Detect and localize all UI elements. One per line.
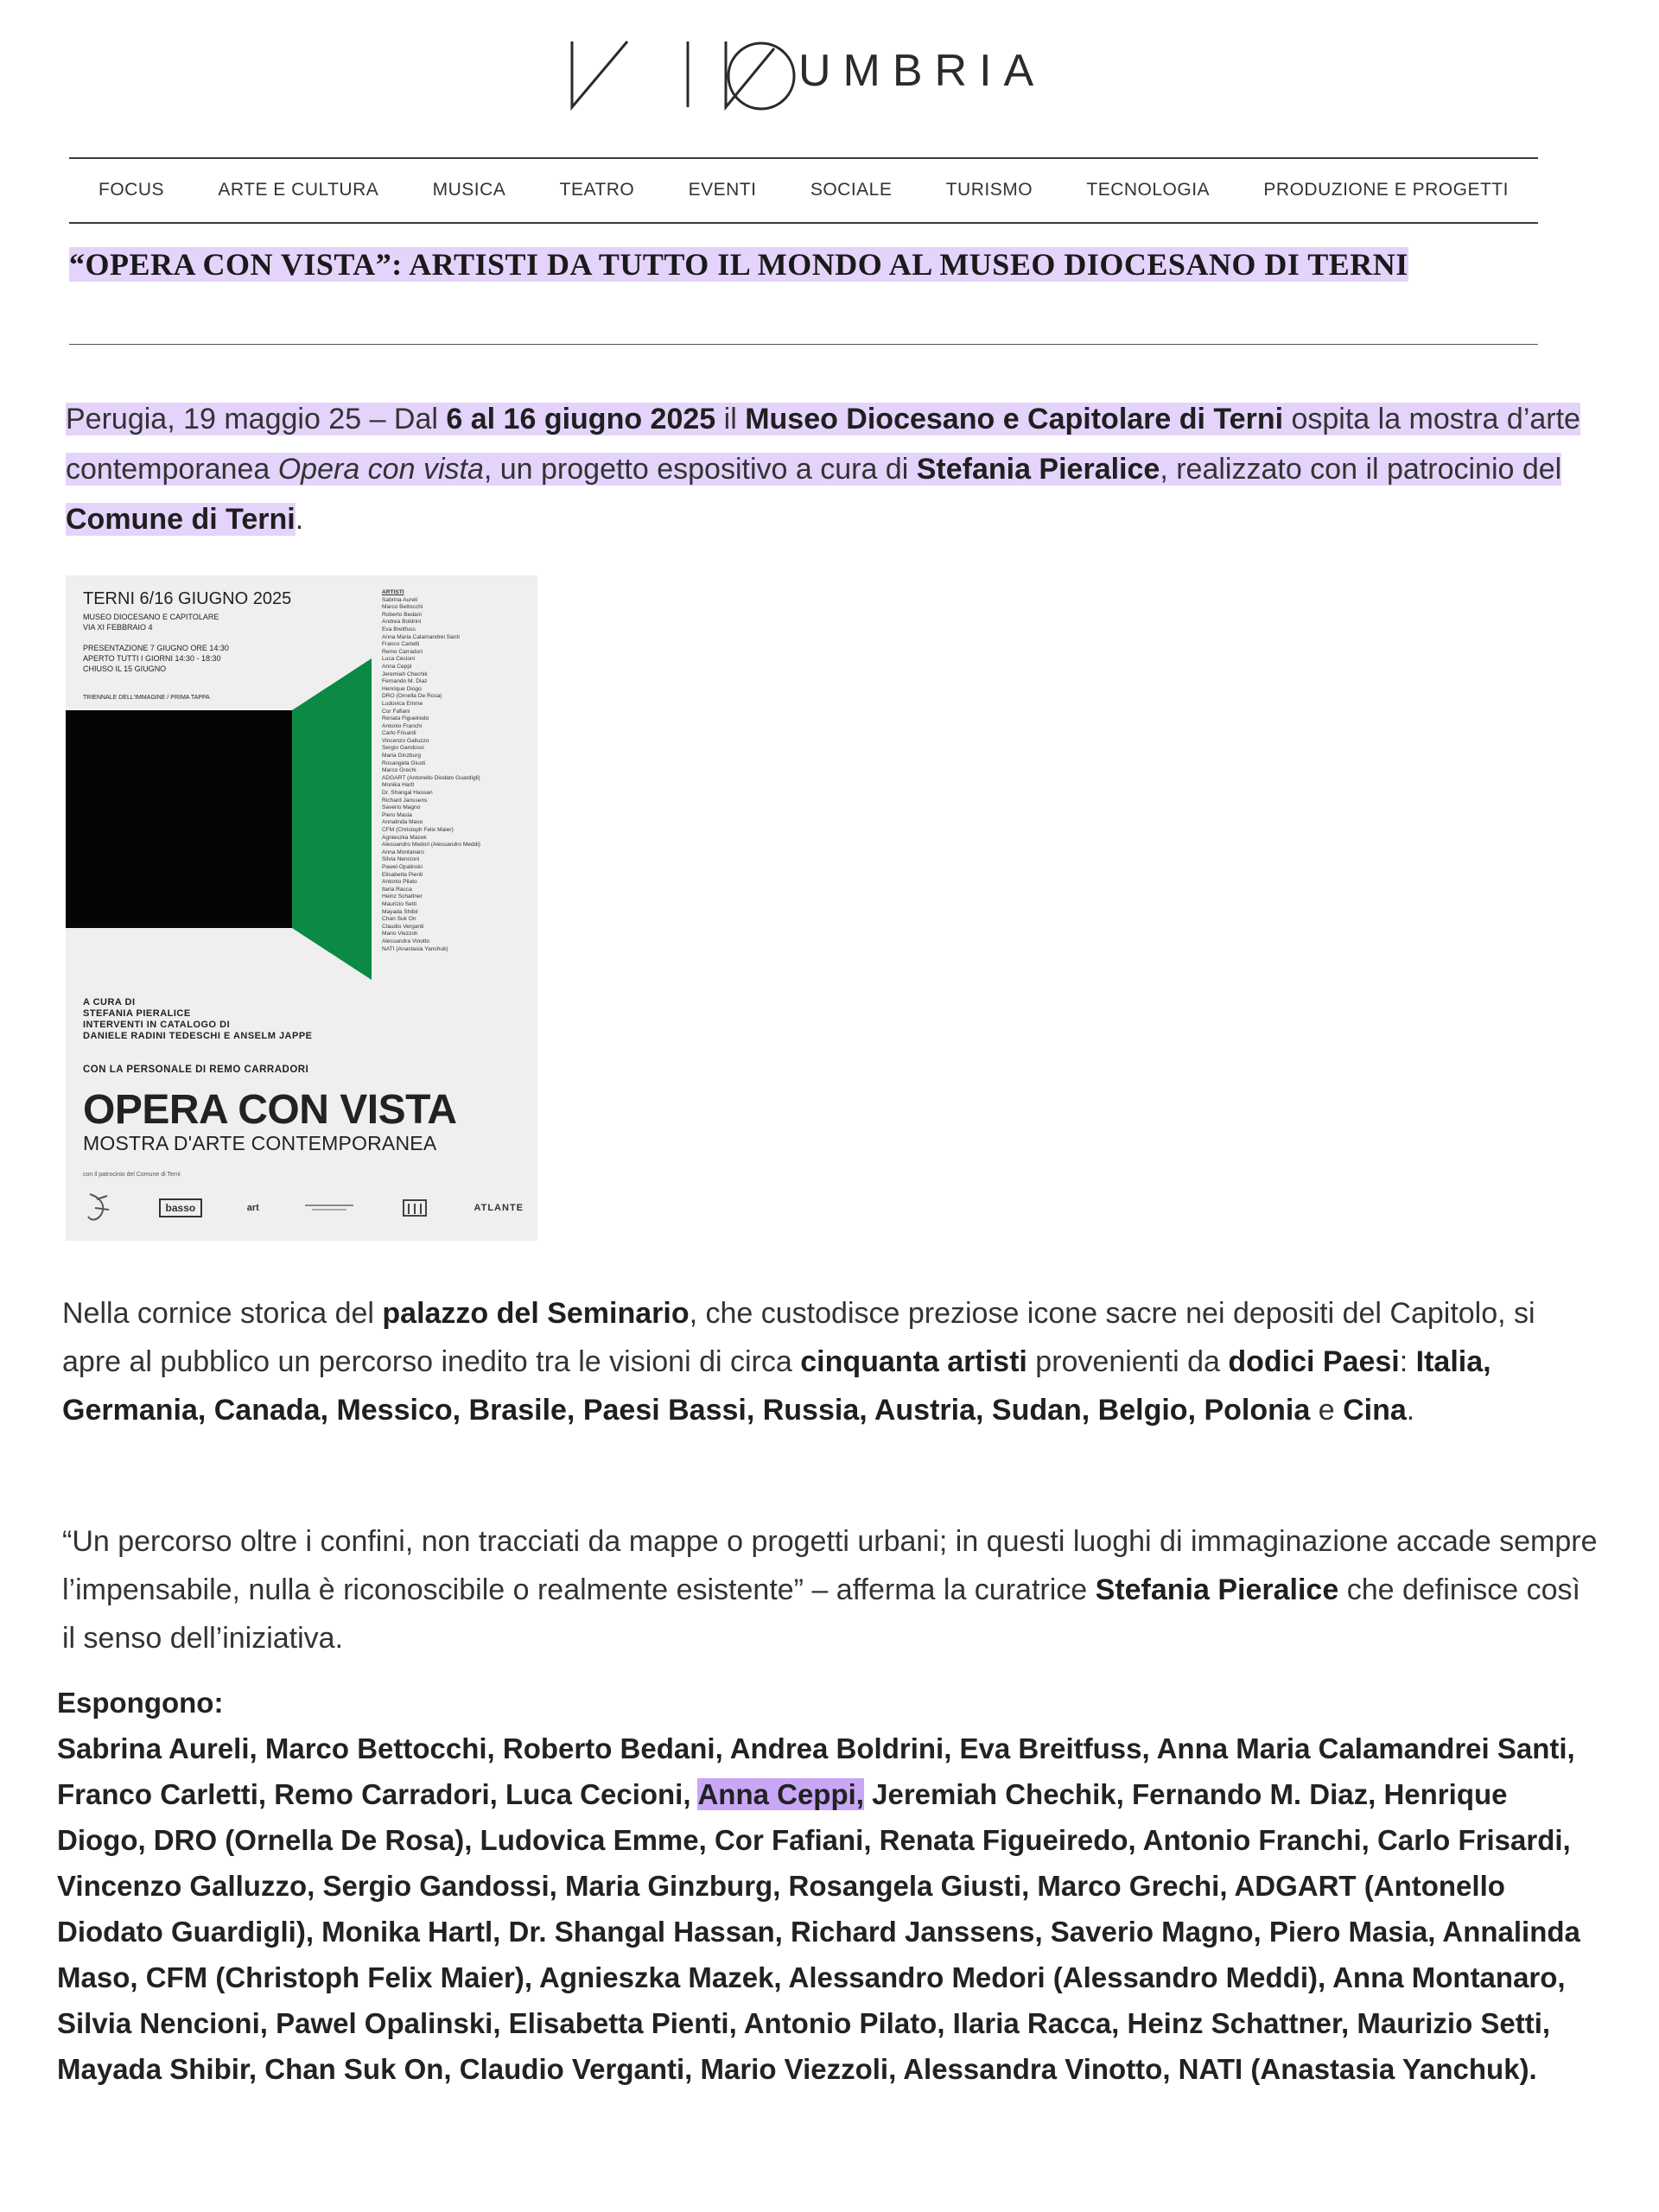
poster-artist-name: Claudio Verganti — [382, 923, 424, 930]
poster-artist-name: Sabrina Aureli — [382, 596, 418, 603]
poster-artist-name: Cor Fafiani — [382, 708, 410, 715]
logo-mark-icon — [567, 31, 800, 118]
article-title-text: “OPERA CON VISTA”: ARTISTI DA TUTTO IL MONDO AL MUSEO DIOCESANO DI TERNI — [69, 247, 1408, 282]
poster-artists-heading: ARTISTI — [382, 589, 404, 595]
lead-text-4: , un progetto espositivo a cura di — [483, 453, 917, 486]
para2-text-4: : — [1399, 1345, 1416, 1378]
lead-curator: Stefania Pieralice — [916, 453, 1160, 486]
nav-item-teatro[interactable]: TEATRO — [559, 180, 635, 200]
poster-title: OPERA CON VISTA — [83, 1087, 457, 1133]
poster-artist-name: Heinz Schattner — [382, 893, 423, 900]
atlante-logo: ATLANTE — [474, 1203, 524, 1213]
para2-text-1: Nella cornice storica del — [62, 1297, 383, 1330]
poster-artist-name: Maurizio Setti — [382, 900, 416, 907]
poster-artist-name: Roberto Bedani — [382, 611, 422, 618]
nav-item-eventi[interactable]: EVENTI — [688, 180, 757, 200]
poster-artist-name: Chan Suk On — [382, 916, 416, 923]
lead-text-2: il — [715, 403, 746, 435]
poster-artist-name: Carlo Frisardi — [382, 730, 416, 737]
lead-text-5: , realizzato con il patrocinio del — [1160, 453, 1562, 486]
poster-artist-name: Annalinda Maso — [382, 819, 423, 826]
basso-logo: basso — [159, 1198, 203, 1217]
para2-palazzo: palazzo del Seminario — [382, 1297, 690, 1330]
poster-schedule-line: PRESENTAZIONE 7 GIUGNO ORE 14:30 — [83, 644, 229, 652]
poster-triennale: TRIENNALE DELL'IMMAGINE / PRIMA TAPPA — [83, 695, 210, 701]
poster-subtitle: MOSTRA D'ARTE CONTEMPORANEA — [83, 1132, 437, 1154]
lead-museum: Museo Diocesano e Capitolare di Terni — [745, 403, 1284, 435]
poster-artist-name: Anna Ceppi — [382, 663, 412, 670]
poster-artist-name: Fernando M. Diaz — [382, 678, 428, 685]
poster-credit-line: DANIELE RADINI TEDESCHI E ANSELM JAPPE — [83, 1031, 313, 1041]
poster-venue-line: MUSEO DIOCESANO E CAPITOLARE — [83, 613, 219, 621]
nav-item-musica[interactable]: MUSICA — [432, 180, 506, 200]
poster-artist-name: Ludovica Emme — [382, 700, 423, 707]
poster-artist-name: CFM (Christoph Felix Maier) — [382, 827, 454, 833]
site-logo[interactable] — [567, 31, 1051, 118]
poster-artist-name: Pawel Opalinski — [382, 863, 423, 870]
poster-artist-name: Rosangela Giusti — [382, 760, 426, 766]
lead-exhibit-title: Opera con vista — [277, 453, 484, 486]
poster-artist-name: Renata Figueiredo — [382, 715, 429, 722]
lead-text-3: ospita la mostra d’arte contemporanea — [66, 403, 1580, 486]
poster-credit-line: A CURA DI — [83, 997, 136, 1007]
poster-artist-list — [382, 597, 534, 954]
poster-artist-name: Vincenzo Galluzzo — [382, 737, 429, 744]
exhibitors-list — [57, 1680, 1604, 2092]
poster-artist-name: Jeremiah Chechik — [382, 671, 428, 677]
poster-artist-name: Eva Breitfuss — [382, 626, 416, 632]
exhibitors-names-part-2: Jeremiah Chechik, Fernando M. Diaz, Henrique Diogo, DRO (Ornella De Rosa), Ludovica Emme, Cor Fafiani, Renata Figueiredo, Antonio Franchi, Carlo Frisardi, Vincenzo Galluzzo, Sergio Gandossi, Maria Ginzburg, Rosangela Giusti, Marco Grechi, ADGART (Antonello Diodato Guardigli), Monika Hartl, Dr. Shangal Hassan, Richard Janssens, Saverio Magno, Piero Masia, Annalinda Maso, CFM (Christoph Felix Maier), Agnieszka Mazek, Alessandro Medori (Alessandro Meddi), Anna Montanaro, Silvia Nencioni, Pawel Opalinski, Elisabetta Pienti, Antonio Pilato, Ilaria Racca, Heinz Schattner, Maurizio Setti, Mayada Shibir, Chan Suk On, Claudio Verganti, Mario Viezzoli, Alessandra Vinotto, NATI (Anastasia Yanchuk). — [57, 1778, 1580, 2085]
poster-artist-name: Franco Carletti — [382, 641, 420, 648]
poster-artist-name: Agnieszka Mazek — [382, 834, 427, 841]
poster-artist-name: Elisabetta Pienti — [382, 871, 423, 878]
poster-artist-name: Mayada Shibir — [382, 908, 419, 915]
exhibitors-names-part-1: Sabrina Aureli, Marco Bettocchi, Roberto Bedani, Andrea Boldrini, Eva Breitfuss, Anna Maria Calamandrei Santi, Franco Carletti, Remo Carradori, Luca Cecioni, — [57, 1732, 1575, 1810]
poster-artist-name: Richard Janssens — [382, 797, 428, 804]
exhibitor-highlighted: Anna Ceppi, — [697, 1778, 864, 1810]
poster-credit-line: INTERVENTI IN CATALOGO DI — [83, 1020, 231, 1030]
poster-artist-name: Antonio Franchi — [382, 722, 423, 729]
lead-paragraph — [66, 394, 1586, 544]
nav-item-produzione-e-progetti[interactable]: PRODUZIONE E PROGETTI — [1263, 180, 1509, 200]
poster-artist-name: Luca Cecioni — [382, 656, 416, 663]
poster-artist-name: Mario Viezzoli — [382, 931, 417, 938]
poster-artist-name: Maria Ginzburg — [382, 753, 422, 760]
poster-credits — [83, 997, 377, 1042]
poster-credit-line: STEFANIA PIERALICE — [83, 1008, 191, 1019]
poster-artist-name: Piero Masia — [382, 811, 412, 818]
article-title — [69, 247, 1538, 282]
paragraph-seminario — [62, 1289, 1600, 1434]
poster-date: TERNI 6/16 GIUGNO 2025 — [83, 589, 292, 608]
main-nav — [69, 159, 1538, 221]
poster-artist-name: ADGART (Antonello Diodato Guardigli) — [382, 774, 480, 781]
comune-terni-crest-icon — [83, 1191, 114, 1225]
nav-item-tecnologia[interactable]: TECNOLOGIA — [1086, 180, 1211, 200]
poster-artists — [382, 589, 534, 953]
nav-item-turismo[interactable]: TURISMO — [945, 180, 1033, 200]
lead-comune: Comune di Terni — [66, 503, 296, 536]
para3-quote-text: “Un percorso oltre i confini, non tracciati da mappe o progetti urbani; in questi luoghi di immaginazione accade sempre l’impensabile, nulla è riconoscibile o realmente esistente” – afferma la curatrice — [62, 1525, 1598, 1606]
exhibitors-heading: Espongono: — [57, 1687, 224, 1719]
nav-item-sociale[interactable]: SOCIALE — [810, 180, 893, 200]
poster-artist-name: Ilaria Racca — [382, 886, 412, 893]
poster-artist-name: Dr. Shangal Hassan — [382, 790, 433, 797]
nav-item-arte-e-cultura[interactable]: ARTE E CULTURA — [218, 180, 379, 200]
poster-artist-name: Henrique Diogo — [382, 685, 422, 692]
sponsor-small-logo-icon — [303, 1199, 355, 1217]
para2-text-6: . — [1406, 1394, 1415, 1427]
poster-artist-name: Saverio Magno — [382, 804, 421, 811]
para2-paesi: dodici Paesi — [1228, 1345, 1400, 1378]
poster-artist-name: Silvia Nencioni — [382, 856, 420, 863]
lead-text-1: Perugia, 19 maggio 25 – Dal — [66, 403, 447, 435]
poster-schedule-line: CHIUSO IL 15 GIUGNO — [83, 664, 167, 673]
lead-dates: 6 al 16 giugno 2025 — [446, 403, 716, 435]
exhibition-poster[interactable] — [66, 575, 537, 1241]
logo-text: UMBRIA — [798, 46, 1046, 96]
art-logo: art — [246, 1203, 259, 1213]
poster-artist-name: Anna Maria Calamandrei Santi — [382, 633, 460, 640]
para2-text-2: , che custodisce preziose icone sacre nei depositi del Capitolo, si apre al pubblico un percorso inedito tra le visioni di circa — [62, 1297, 1535, 1378]
poster-artist-name: Alessandro Medori (Alessandro Meddi) — [382, 842, 480, 849]
museum-building-icon — [400, 1195, 429, 1221]
poster-artist-name: Andrea Boldrini — [382, 619, 422, 626]
poster-schedule — [83, 643, 290, 674]
poster-artist-name: Sergio Gandossi — [382, 745, 424, 752]
para2-text-5: e — [1310, 1394, 1344, 1427]
poster-artist-name: Remo Carradori — [382, 648, 423, 655]
poster-artist-name: Anna Montanaro — [382, 849, 424, 855]
para3-text-2: che definisce così il senso dell’iniziativa. — [62, 1573, 1580, 1655]
poster-personale: CON LA PERSONALE DI REMO CARRADORI — [83, 1065, 309, 1075]
nav-item-focus[interactable]: FOCUS — [99, 180, 164, 200]
poster-venue-line: VIA XI FEBBRAIO 4 — [83, 623, 153, 632]
nav-bottom-rule — [69, 222, 1538, 224]
poster-venue — [83, 612, 290, 632]
poster-patrocinio: con il patrocinio del Comune di Terni — [83, 1172, 181, 1178]
para3-curator: Stefania Pieralice — [1095, 1573, 1339, 1606]
exhibitors-names — [57, 1726, 1604, 2092]
poster-artist-name: Monika Hartl — [382, 782, 415, 789]
para2-text-3: provenienti da — [1027, 1345, 1229, 1378]
lead-text-6: . — [295, 503, 304, 536]
poster-sponsor-logos — [83, 1191, 524, 1225]
poster-green-shape — [292, 658, 372, 980]
para2-country-list: Italia, Germania, Canada, Messico, Brasile, Paesi Bassi, Russia, Austria, Sudan, Belgio, Polonia — [62, 1345, 1491, 1427]
title-rule — [69, 344, 1538, 345]
poster-artist-name: NATI (Anastasia Yanchuk) — [382, 945, 448, 952]
poster-schedule-line: APERTO TUTTI I GIORNI 14:30 - 18:30 — [83, 654, 221, 663]
paragraph-quote — [62, 1517, 1600, 1662]
poster-artist-name: DRO (Ornella De Rosa) — [382, 693, 442, 700]
poster-artist-name: Marco Grechi — [382, 767, 416, 774]
poster-artist-name: Marco Bettocchi — [382, 604, 423, 611]
para2-artisti: cinquanta artisti — [800, 1345, 1027, 1378]
poster-black-square — [66, 710, 292, 928]
para2-cina: Cina — [1343, 1394, 1407, 1427]
poster-artist-name: Antonio Pilato — [382, 879, 417, 886]
poster-artist-name: Alessandra Vinotto — [382, 938, 430, 944]
